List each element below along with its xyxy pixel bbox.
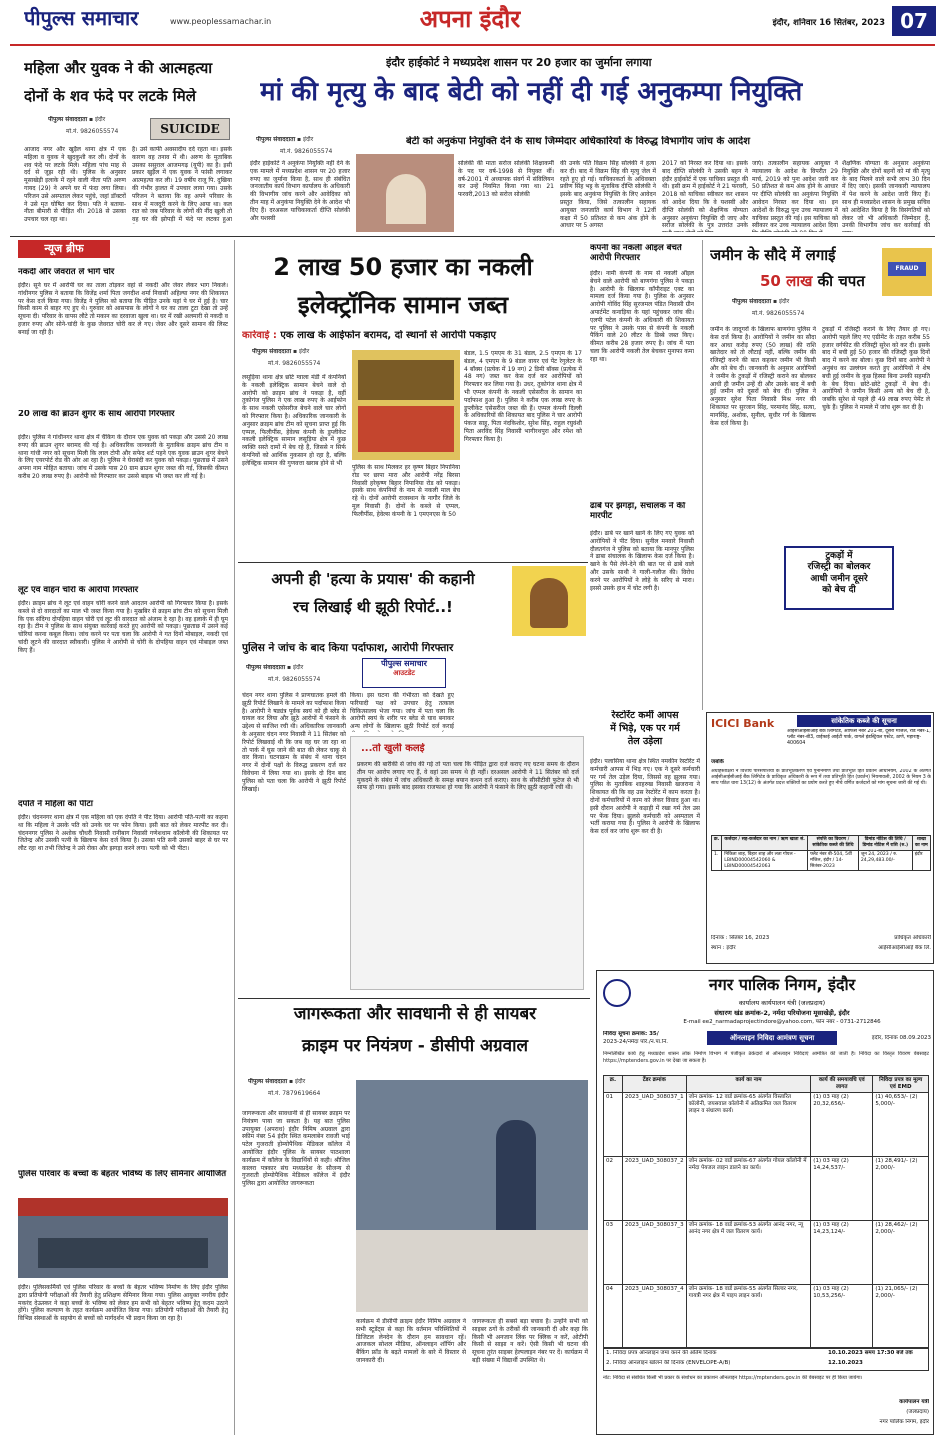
quote-line-2: रजिस्ट्री का बोलकर <box>807 562 871 573</box>
table-cell: फ्लैट नंबर बी-504, 5वीं मंजिल, इंदौर / 14-सितंबर-2023 <box>808 850 859 871</box>
land-mobile: मो.नं. 9826055574 <box>752 310 805 317</box>
nmc-deadlines <box>603 1347 929 1371</box>
outdate-brand <box>362 658 446 688</box>
icici-address: आईसीआईसीआई बैंक लिमिटेड, ऑफिस नंबर 201-बी, दूसरी मंजिल, रोड नंबर-1, प्लॉट नंबर-बी3, वाईफाई आईटी पार्क, वागले इंडस्ट्रियल एस्टेट, ठाणे, महाराष्ट्र- 400604 <box>787 729 931 746</box>
nmc-table-grid <box>603 1075 929 1349</box>
fake-report-illustration <box>512 566 586 636</box>
land-col-2: टुकड़ों में रजिस्ट्री कराने के लिए तैयार हो गए। आरोपी पहले लिए गए एग्रीमेंट के तहत करीब 55 हजार वर्गफीट की रजिस्ट्री सुरेश को कर दी। इसके बाद में बची हुई 50 हजार की रजिस्ट्री कुछ दिनों बाद में करने का बोला। कुछ दिनों बाद आरोपी ने अनुबंध का उल्लंघन करते हुए आरोपियों ने शेष बची हुई जमीन के कुछ हिस्सा बिना उनकी सहमति के बेच दिया। छोटे-छोटे टुकड़ों में बेच दी। आरोपियों ने जमीन किसी अन्य को बेच दी है, जबकि सुरेश से पहले ही 49 लाख रुपए पेमेंट ले चुके हैं। पुलिस ने मामले में जांच शुरू कर दी है। <box>822 326 930 411</box>
fake-goods-col-1: लसूड़िया थाना क्षेत्र छोटे ग्वाला मंडी में कंपनियों के नकली इलेक्ट्रिक सामान बेचने वाले दो आरोपी को क्राइम ब्रांच ने पकड़ा है, वहीं तुकोगंज पुलिस ने एक लाख रुपए के आईफोन के साथ नकली एसेसरीज बेचने वाले चार लोगों को गिरफ्तार किया है। अधिकारिक जानकारी के अनुसार क्राइम ब्रांच टीम को सूचना प्राप्त हुई कि एप्पल, फिलीपींस, हेवेल्स कंपनी के डुप्लीकेट नकली इलेक्ट्रिक सामान लसूड़िया क्षेत्र में कुछ व्यक्ति सस्ते दामों में बेच रहे हैं, जिससे न सिर्फ कंपनियों को आर्थिक नुकसान हो रहा है, बल्कि इलेक्ट्रिक सामान की गुणवत्ता खराब होने से भी <box>242 374 346 467</box>
nmc-tender-label: ऑनलाइन निविदा आमंत्रण सूचना <box>707 1031 837 1045</box>
brief-4-body: इंदौर। चंदननगर थाना क्षेत्र में एक महिला को एक दंपति ने पीट दिया। आरोपी पति-पत्नी का कहना था कि महिला ने उसके पति को उनके घर पर फोन किया। इसी बात को लेकर मारपीट कर दी। चंदननगर पुलिस ने अशोक चौधरी निवासी रानीबाग निवासी गणेशधाम कॉलोनी की शिकायत पर जितेन्द्र और उसकी पत्नी के खिलाफ केस दर्ज किया है। उसका पति सनी उसको बाहर से घर पर लौट रहा था तभी जितेन्द्र ने उसे रोका और झगड़ा करने लगा। पत्नी को भी पीटा। <box>18 814 228 853</box>
hc-subhead: बेटी को अनुकंपा नियुक्ति देने के साथ जिम्मेदार अधिकारियों के विरुद्ध विभागीय जांच के आदेश <box>406 136 751 147</box>
icici-sign-1: प्राधिकृत अधिकारी <box>894 935 931 941</box>
suicide-story <box>10 52 232 224</box>
box-body: प्रकरण की बारीकी से जांच की गई तो पता चला कि पीड़ित द्वारा दर्ज कराए गए घटना समय के दौरान तीन पर आरोप लगाए गए हैं, वे वहां उस समय थे ही नहीं। दरअसल आरोपी ने 11 सितंबर को दर्ज मुकदमे के संबंध में जांच अधिकारी के समक्ष बयान कथन दर्ज कराए। साथ के सीसीटीवी फुटेज से भी साफ हो गया। इसके बाद इसका राजफाश हो गया कि आरोपी ने फंसाने के लिए झूठी कहानी रची थी। <box>357 761 579 792</box>
nmc-intro: निम्नलिखित कार्य हेतु मध्यप्रदेश शासन लोक निर्माण विभाग में पंजीकृत ठेकेदारों से ऑनलाइन निविदाएं आमंत्रित की जाती हैं। निविदा का विस्तृत विवरण वेबसाइट https://mptenders.gov.in पर देखा जा सकता है। <box>603 1051 929 1064</box>
cyber-col-1: जागरूकता और सावधानी से ही सायबर क्राइम पर नियंत्रण पाया जा सकता है। यह बात पुलिस उपायुक्त (अपराध) इंदौर निमिष अग्रवाल द्वारा स्कीम नंबर 54 इंदौर स्थित कमलाबेन रावजी भाई पटेल गुजराती होम्योपैथिक मेडिकल कॉलेज में आयोजित इंदौर पुलिस के सायबर पाठशाला कार्यक्रम में कॉलेज के विद्यार्थियों से कही। श्रीजिल कालरा पत्रकार संघ मध्यप्रदेश के सौजन्य से गुजराती होम्योपैथिक मेडिकल कॉलेज में इंदौर पुलिस द्वारा आयोजित जागरूकता <box>242 1110 350 1188</box>
seized-goods-photo <box>352 350 460 460</box>
fake-goods-mobile: मो.नं. 9826055574 <box>268 360 321 367</box>
fake-goods-col-2: पुलिस के साथ मिलकर हर कृष्ण बिहार निपानिया रोड पर छापा मारा और आरोपी नरेंद्र बिरसा निवासी हरेकृष्ण बिहार निपानिया रोड को पकड़ा। इसके साथ कंपनियों के नाम से नकली माल बेच रहे थे। दोनों आरोपी राजस्थान के नागौर जिले के मूल निवासी हैं। दोनों के कब्जे से एप्पल, फिलीपींस, हेवेल्स कंपनी के 1 एमएनएस के 50 <box>352 464 460 518</box>
table-cell: 2023_UAD_308037_1 <box>622 1093 686 1157</box>
table-cell: जोन क्रमांक- 12 वार्ड क्रमांक-65 अंतर्गत विस्तारित कॉलोनी, जयसवाल कॉलोनी में अतिक्रमित जल वितरण लाइन व संधारण कार्य। <box>686 1093 811 1157</box>
hc-col-1: इंदौर हाईकोर्ट ने अनुकंपा नियुक्ति नहीं देने के एक मामले में मध्यप्रदेश शासन पर 20 हजार रुपए का जुर्माना किया है, साथ ही संबंधित जनजातीय कार्य विभाग कार्यालय के अधिकारी की विभागीय जांच करने और आवेदिका को तीन माह में अनुकंपा नियुक्ति देने के आदेश भी दिए हैं। दरअसल याचिकाकर्ता दीप्ति सोलंकी और यशस्वी <box>250 160 350 222</box>
land-byline: पीपुल्स संवाददाता ▪ इंदौर <box>732 298 790 305</box>
municipal-notice <box>596 970 934 1435</box>
icici-table-grid <box>711 835 931 871</box>
fake-report-byline: पीपुल्स संवाददाता ▪ इंदौर <box>246 664 304 671</box>
fake-report-headline-1: अपनी ही 'हत्या के प्रयास' की कहानी <box>271 570 475 588</box>
suicide-image: SUICIDE <box>150 118 230 140</box>
paper-logo: पीपुल्स समाचार <box>24 6 139 30</box>
land-headline-1: जमीन के सौदे में लगाई <box>710 246 836 264</box>
hc-kicker: इंदौर हाईकोर्ट ने मध्यप्रदेश शासन पर 20 हजार का जुर्माना लगाया <box>386 56 652 69</box>
fraud-illustration <box>882 248 932 296</box>
brief-4-title: दंपति ने महिला को पीटा <box>18 800 93 809</box>
icici-notice <box>706 712 934 964</box>
fake-oil-body: इंदौर। नामी कंपनी के नाम से नकली ऑइल बेचने वाले आरोपी को बाणगंगा पुलिस ने पकड़ा है। आरोपी के खिलाफ कॉपीराइट एक्ट का मामला दर्ज किया गया है। पुलिस के अनुसार आरोपी गोविंद सिंह सुरजमल पंडित निवासी ग्रीन अपार्टमेंट कनाड़िया के यहां पहुंचकर जांच की। एलपी पटेल कंपनी के अधिकारी की शिकायत पर पुलिस ने उसके पास से कंपनी के नकली पैकिंग वाले 20 लीटर के डिब्बे जब्त किए। कीमत करीब 28 हजार रुपए है। जांच में पता चला कि आरोपी नकली तेल बेचकर मुनाफा कमा रहा था। <box>590 270 694 363</box>
table-row <box>604 1285 929 1349</box>
table-cell: 1. <box>712 850 722 871</box>
land-col-1: जमीन के जादूगरों के खिलाफ बाणगंगा पुलिस ने केस दर्ज किया है। आरोपियों ने जमीन का सौदा कर आधा करोड़ रुपए (50 लाख) की राशि खातेदार को तो लौटाई नहीं, बल्कि जमीन की रजिस्ट्री करने की बात कहकर जमीन भी किसी और को बेच दी। जानकारी के अनुसार आरोपियों ने जमीन के टुकड़ों में रजिस्ट्री कराने का बोलकर आधी ही जमीन उन्हें दी और उसके बाद में बची हुई जमीन को दूसरों को बेच दी। पुलिस ने अनुसार सुरेश पिता निवासी मिश्र नगर की शिकायत पर सुरजान सिंह, परमानंद सिंह, सत्या, मानसिंह, अशोक, सुनील, सुधीर गर्ग के खिलाफ केस दर्ज किया है। <box>710 326 816 427</box>
nmc-sign-3: नगर पालिक निगम, इंदौर <box>879 1419 929 1425</box>
suicide-body-col-2: है। उसे काफी अवसादीय दर्द रहता था। इसके कारण वह तनाव में थी। अरुण के मुताबिक उसका ससुराल आजमगढ़ (यूपी) का है। इसी प्रकार खुड़ैल में एक युवक ने फांसी लगाकर आत्महत्या कर ली। 19 वर्षीय राजू पि. दुखिया की गंभीर हालत में उपचार लाया गया। उसके परिजन ने बताया कि वह अपने परिवार के साथ में मजदूरी करने के लिए आया था। कल रात को जब परिवार के लोगों की नींद खुली तो वह घर की झोपड़ी में फंदे पर लटका हुआ <box>132 146 232 224</box>
masthead <box>0 0 945 44</box>
suicide-body-col-1: आजाद नगर और खुड़ैल थाना क्षेत्र में एक महिला व युवक ने खुदकुशी कर ली। दोनों के शव फंदे पर लटके मिले। महिला पांच माह से दर्द से जूझ रही थी। पुलिस के अनुसार मूसाखेड़ी इलाके में रहने वाली नीता पति अरुण गायद (29) ने अपने घर में फंदा लगा लिया। परिजन उसे अस्पताल लेकर पहुंचे, जहां डॉक्टरों ने उसे मृत घोषित कर दिया। पति ने बताया-नीता बीमारी से पीड़ित थी। 2018 से उसका उपचार चल रहा था। <box>24 146 126 224</box>
brand-name: पीपुल्स समाचार <box>381 659 427 668</box>
cyber-headline-1: जागरूकता और सावधानी से ही सायबर <box>293 1004 537 1024</box>
table-cell: 2023_UAD_308037_4 <box>622 1285 686 1349</box>
brief-1-title: नकदी और जेवरात ले भागे चोर <box>18 268 115 277</box>
land-pull-quote <box>784 546 894 610</box>
table-row <box>604 1157 929 1221</box>
restaurant-story <box>590 710 702 994</box>
table-cell: (1) 03 माह (2) 14,23,124/- <box>811 1221 873 1285</box>
table-cell: इंदौर <box>912 850 930 871</box>
nmc-date: इंदौर, दिनांक 08.09.2023 <box>871 1035 931 1041</box>
deadline-2-label: 2. निविदा ऑनलाइन खोलने की दिनांक (ENVELOPE-A/B) <box>606 1360 731 1366</box>
fake-report-box <box>350 736 584 990</box>
table-cell: 2023_UAD_308037_2 <box>622 1157 686 1221</box>
restaurant-line-1: रेस्टोरेंट कर्मी आपस <box>611 710 679 721</box>
cyber-event-photo <box>356 1080 588 1312</box>
byline-city: इंदौर <box>293 664 304 671</box>
hc-building-photo <box>356 154 454 232</box>
brief-5-body: इंदौर। पुलिसकर्मियों एवं पुलिस परिवार के बच्चों के बेहतर भविष्य निर्माण के लिए इंदौर पुलिस द्वारा प्रतियोगी परीक्षाओं की तैयारी हेतु प्रशिक्षण सेमिनार किया गया। पुलिस आयुक्त नगरीय इंदौर मकरंद देऊस्कर ने कहा बच्चों के भविष्य को लेकर हम सभी को बेहतर भविष्य हेतु कदम उठाने होंगे। पुलिस कल्याण के तहत कार्यक्रम आयोजित किया गया। प्रतियोगी परीक्षाओं की तैयारी हेतु विभिन्न संस्थाओं के सहयोग से बच्चों को मार्गदर्शन भी प्रदान किया जा रहा है। <box>18 1284 228 1323</box>
fake-goods-headline-1: 2 लाख 50 हजार का नकली <box>273 253 533 281</box>
hc-mobile: मो.नं. 9826055574 <box>280 148 333 155</box>
table-cell: (1) 03 माह (2) 10,53,256/- <box>811 1285 873 1349</box>
land-headline-2-line <box>760 272 880 291</box>
icici-date: दिनांक : सितंबर 16, 2023 <box>711 935 770 941</box>
header-cell: निविदा प्रपत्र का मूल्य एवं EMD <box>873 1076 929 1093</box>
fake-report-story <box>238 564 588 994</box>
brief-3-title: लूट एवं वाहन चोरों के आरोपी गिरफ्तार <box>18 586 139 595</box>
box-title: ...तो खुली कलई <box>361 743 425 754</box>
deadline-1-value: 10.10.2023 समय 17:30 बजे तक <box>828 1350 913 1356</box>
header-cell: कर्जदार / सह-कर्जदार का नाम / ऋण खाता सं. <box>722 836 808 851</box>
icici-table <box>711 835 931 905</box>
restaurant-body: इंदौर। पलासिया थाना क्षेत्र स्थित नमकीन रेस्टोरेंट में कर्मचारी आपस में भिड़ गए। एक ने दूसरे कर्मचारी पर गर्म तेल उड़ेल दिया, जिससे वह झुलस गया। पुलिस के मुताबिक शाहरुख निवासी खजराना ने शिकायत की कि वह उस रेस्टोरेंट में काम करता है। दोनों कर्मचारियों में काम को लेकर विवाद हुआ था। इसी दौरान आरोपी ने कड़ाही में रखा गर्म तेल उस पर फेंक दिया। झुलसे कर्मचारी को अस्पताल में भर्ती कराया गया है। पुलिस ने आरोपी के खिलाफ केस दर्ज कर जांच शुरू कर दी है। <box>590 758 700 836</box>
byline-reporter: पीपुल्स संवाददाता <box>246 664 286 671</box>
nmc-notice-no: निविदा सूचना क्रमांक: 35/ <box>603 1031 659 1037</box>
page-number: 07 <box>892 6 936 36</box>
icici-sign-2: आईसीआईसीआई बैंक लि. <box>877 945 931 951</box>
byline-reporter: पीपुल्स संवाददाता <box>252 348 292 355</box>
table-row <box>712 850 931 871</box>
suicide-byline: पीपुल्स संवाददाता ▪ इंदौर <box>48 116 106 123</box>
table-cell: 04 <box>604 1285 623 1349</box>
deadline-1-label: 1. निविदा प्रपत्र ऑनलाइन जमा करने की अंतिम दिनांक <box>606 1350 717 1356</box>
table-cell: 01 <box>604 1093 623 1157</box>
table-cell: (1) 40,653/- (2) 5,000/- <box>873 1093 929 1157</box>
header-cell: टेंडर क्रमांक <box>622 1076 686 1093</box>
header-cell: क्र. <box>712 836 722 851</box>
suicide-mobile: मो.नं. 9826055574 <box>66 128 119 135</box>
dhaba-body: इंदौर। ढाबे पर खाने खाने के लिए गए युवक को आरोपियों ने पीट दिया। सुनील मनवारे निवासी दौलतगंज ने पुलिस को बताया कि मानपुर पुलिस ने ढाबा संचालक के खिलाफ केस दर्ज किया है। खाने के पैसे लेने-देने की बात पर से ढाबे वाले और उसके साथी ने गाली-गलौज की। विरोध करने पर आरोपियों ने लोहे के सरिए से मारा। इससे उसके हाथ में चोट लगी है। <box>590 530 694 592</box>
cyber-mobile: मो.नं. 7879619664 <box>268 1090 321 1097</box>
table-cell: जोन क्रमांक- 18 वार्ड क्रमांक-53 अंतर्गत आनंद नगर, न्यू आनंद नगर क्षेत्र में जल वितरण कार्य। <box>686 1221 811 1285</box>
fake-report-col-2: किया। इस घटना की गंभीरता को देखते हुए फरियादी पक्ष को उपचार हेतु तत्काल चिकित्सालय भेजा गया। जांच में पता चला कि आरोपी स्वयं के शरीर पर ब्लेड से घाव बनाकर अन्य लोगों के खिलाफ झूठी रिपोर्ट दर्ज कराई <box>350 692 454 731</box>
table-cell: जोन क्रमांक- 02 वार्ड क्रमांक-67 अंतर्गत गोयल कॉलोनी में नर्मदा पेयजल लाइन डालने का कार्य। <box>686 1157 811 1221</box>
hc-col-5: जाएं। तत्कालीन सहायक आयुक्त ने न्यायालय के आदेश के विपरीत 29 मार्च, 2019 को पुनः आदेश जारी कर 50 प्रतिशत से कम अंक होने के आधार पर दीप्ति सोलंकी का अनुकंपा नियुक्ति आवेदन निरस्त कर दिया था। इन आदेशों के विरुद्ध पुनः उच्च न्यायालय में याचिका प्रस्तुत की गई। इस याचिका को स्वीकार कर उच्च न्यायालय आदेश दिया <box>752 160 838 230</box>
fake-report-col-1: चंदन नगर थाना पुलिस ने प्राणघातक हमले की झूठी रिपोर्ट लिखाने के मामले का पर्दाफाश किया है। आरोपी ने षड्यंत्र पूर्वक स्वयं को ही ब्लेड से घायल कर लिया और झूठे आरोपों में फंसाने के उद्देश्य से साजिश रची थी। अधिकारिक जानकारी के अनुसार चंदन नगर निवासी ने 11 सितंबर को रिपोर्ट लिखवाई थी कि जब वह घर जा रहा था तो पार्क में घुस जाने की बात की लेकर चाकू से वार किया। घटनाक्रम के संबंध में थाना चंदन नगर में दोनों पक्षों के विरुद्ध प्रकरण दर्ज कर विवेचना में लिया गया था। इसके दो दिन बाद पुलिस को पता चला कि आरोपी ने झूठी रिपोर्ट लिखाई। <box>242 692 346 793</box>
nmc-address: संधारण खंड क्रमांक-2, नर्मदा परियोजना मूसाखेड़ी, इंदौर <box>714 1009 850 1017</box>
icici-body: अधोहस्ताक्षरी ने वित्तीय परिसंपत्तियों के प्रतिभूतिकरण एवं पुनर्निर्माण तथा प्रतिभूति हित प्रवर्तन अधिनियम, 2002 के अंतर्गत आईसीआईसीआई बैंक लिमिटेड के प्राधिकृत अधिकारी के रूप में तथा प्रतिभूति हित (प्रवर्तन) नियमावली, 2002 के नियम 3 के साथ पठित धारा 13(12) के अंतर्गत प्रदत्त शक्तियों का प्रयोग करते हुए नीचे वर्णित कर्जदारों को मांग सूचना जारी की गई थी। <box>711 769 931 787</box>
icici-section: जबकि <box>711 759 724 765</box>
nmc-sign-2: (जलप्रदाय) <box>906 1409 929 1415</box>
byline-city: इंदौर <box>299 348 310 355</box>
header-cell: कार्य का नाम <box>686 1076 811 1093</box>
table-cell: 03 <box>604 1221 623 1285</box>
table-cell: 02 <box>604 1157 623 1221</box>
fake-oil-story <box>590 240 698 700</box>
brand-tag: आउटडेट <box>393 669 415 678</box>
fraud-stamp: FRAUD <box>888 262 926 276</box>
fake-goods-kicker <box>242 330 582 343</box>
restaurant-line-2: में भिड़े, एक पर गर्म <box>610 722 680 734</box>
byline-city: इंदौर <box>303 136 314 143</box>
table-cell: (1) 28,462/- (2) 2,000/- <box>873 1221 929 1285</box>
brief-5-title: पुलिस परिवार के बच्चों के बेहतर भविष्य के लिए सेमिनार आयोजित <box>18 1170 227 1179</box>
byline-city: इंदौर <box>95 116 106 123</box>
land-amount: 50 लाख <box>760 272 813 290</box>
byline-reporter: पीपुल्स संवाददाता <box>256 136 296 143</box>
quote-line-1: टुकड़ों में <box>825 551 853 561</box>
deadline-2-value: 12.10.2023 <box>828 1360 863 1366</box>
land-fraud-story <box>706 240 934 710</box>
fake-report-headline-2: रच लिखाई थी झूठी रिपोर्ट..! <box>293 598 453 616</box>
header-cell: डिमांड नोटिस की तिथि / डिमांड नोटिस में राशि (रु.) <box>858 836 912 851</box>
kicker-red: कार्रवाई : <box>242 330 277 341</box>
suicide-headline-1: महिला और युवक ने की आत्महत्या <box>24 60 213 77</box>
nmc-emblem <box>603 979 631 1007</box>
fake-oil-headline: कंपनी का नकली ऑइल बेचते आरोपी गिरफ्तार <box>590 244 682 263</box>
nmc-title: नगर पालिक निगम, इंदौर <box>708 975 856 994</box>
restaurant-line-3: तेल उड़ेला <box>627 735 663 747</box>
table-cell: निकिता शाह, विहार शाह और लता गोयल - LBIND00004542060 & LBIND00004542063 <box>722 850 808 871</box>
hc-story <box>236 52 934 232</box>
nmc-sign-1: कार्यपालन यंत्री <box>899 1399 929 1405</box>
brief-3-body: इंदौर। क्राइम ब्रांच ने लूट एवं वाहन चोरी करने वाले आदतन आरोपी को गिरफ्तार किया है। इसके कब्जे से दो वारदातों का माल भी जब्त किया गया है। मुखबिर से क्राइम ब्रांच टीम को सूचना मिली कि एक संदिग्ध दोपहिया वाहन चोरी एवं लूट की वारदात को अंजाम दे रहा है। वह इलाके में ही घूम रहा है। टीम ने पुलिस के साथ संयुक्त कार्रवाई करते हुए आरोपी को पकड़ा। पूछताछ में उसने कई चोरियां करना कबूल किया। जांच करने पर पता चला कि आरोपी ने गत दिनों मोबाइल, नकदी एवं चांदी लूटने की वारदात स्वीकारी। पुलिस ने आरोपी से चोरी के दोपहिया वाहन एवं मोबाइल जब्त किए हैं। <box>18 600 228 654</box>
byline-city: इंदौर <box>779 298 790 305</box>
byline-reporter: पीपुल्स संवाददाता <box>248 1078 288 1085</box>
table-cell: (1) 03 माह (2) 14,24,537/- <box>811 1157 873 1221</box>
brief-2-body: इंदौर। पुलिस ने गांधीनगर थाना क्षेत्र में चैकिंग के दौरान एक युवक को पकड़ा और उससे 20 लाख रुपए की ब्राउन शुगर बरामद की गई है। अधिकारिक जानकारी के मुताबिक क्राइम ब्रांच टीम व थाना गांधी नगर को सूचना मिली कि लाल टोपी और सफेद शर्ट पहने एक युवक ब्राउन शुगर बेचने के लिए एयरपोर्ट रोड की ओर आ रहा है। पुलिस ने घेराबंदी कर युवक को पकड़ा। पूछताछ में उसने अपना नाम मोहित बताया। जांच में उसके पास 20 ग्राम ब्राउन शुगर जब्त की गई, जिसकी कीमत करीब 20 लाख रुपए है। आरोपी को गिरफ्तार कर उससे बाइक भी जब्त कर ली गई है। <box>18 434 228 480</box>
cyber-byline: पीपुल्स संवाददाता ▪ इंदौर <box>248 1078 306 1085</box>
section-title: अपना इंदौर <box>419 5 521 33</box>
nmc-note: नोट: निविदा से संबंधित किसी भी प्रकार के संशोधन का प्रकाशन ऑनलाइन https://mptenders.gov.in की वेबसाइट पर ही किया जायेगा। <box>603 1375 863 1381</box>
table-cell: (1) 21,065/- (2) 2,000/- <box>873 1285 929 1349</box>
hc-col-2: सोलंकी की माता सरोज सोलंकी शिक्षाकर्मी के पद पर वर्ष-1998 से नियुक्त थीं। वर्ष-2001 में अध्यापक संवर्ग में संविलियन कर उन्हें नियमित किया गया था। 21 फरवरी,2013 को सरोज सोलंकी <box>458 160 554 199</box>
hc-col-3: की उनके पति विक्रम सिंह सोलंकी ने हत्या कर दी। बाद में विक्रम सिंह की मृत्यु जेल में रहते हुए हो गई। याचिकाकर्ता के अधिवक्ता प्रवीण सिंह भट्ट के मुताबिक दीप्ति सोलंकी ने इसके बाद अनुकंपा नियुक्ति के लिए आवेदन प्रस्तुत किया, जिसे तत्कालीन सहायक आयुक्त जनजाति कार्य विभाग ने 12वीं कक्षा में 50 प्रतिशत से कम अंक होने के आधार पर 5 अगस्त <box>560 160 656 230</box>
quote-line-4: को बेच दी <box>822 584 856 595</box>
fake-goods-col-3: बंडल, 1.5 एमएम के 31 बंडल, 2.5 एमएम के 17 बंडल, 4 एमएम के 9 बंडल वायर एवं पेंट रेगुलेटर के 4 बॉक्स (प्रत्येक में 19 नग) 2 डिमी बॉक्स (प्रत्येक में 48 नग) जब्त कर केस दर्ज कर आरोपियों को गिरफ्तार कर लिया गया है। उधर, तुकोगंज थाना क्षेत्र में भी एप्पल कंपनी के नकली एसेसरीज के सामान का पर्दाफाश हुआ है। पुलिस ने करीब एक लाख रुपए के डुप्लीकेट एसेसरीज जब्त की हैं। एप्पल कंपनी दिल्ली के अधिकारियों की शिकायत बाद पुलिस ने चार आरोपी पंकज साहू, पिता नंदकिशोर, सुरेश सिंह, राहुल रघुवंशी पिता अरविंद सिंह निवासी भागीरथपुरा और रमेश को गिरफ्तार किया है। <box>464 350 582 443</box>
byline-reporter: पीपुल्स संवाददाता <box>732 298 772 305</box>
cyber-story <box>238 1000 592 1435</box>
table-cell: जून 24, 2023 / रु. 24,29,483.00/- <box>858 850 912 871</box>
dateline: इंदौर, शनिवार 16 सितंबर, 2023 <box>772 18 885 28</box>
fake-goods-headline-2: इलेक्ट्रॉनिक सामान जब्त <box>297 291 509 319</box>
nmc-tender-table <box>603 1075 929 1377</box>
cyber-headline-2: क्राइम पर नियंत्रण - डीसीपी अग्रवाल <box>301 1036 528 1056</box>
table-header-row <box>712 836 931 851</box>
header-cell: क्र. <box>604 1076 623 1093</box>
nmc-notice-ref: 2023-24/नर्मदा परि./न.पा.नि. <box>603 1039 668 1045</box>
cyber-col-3: जागरूकता ही सबसे बड़ा बचाव है। उन्होंने सभी को साइबर ठगों के तरीकों की जानकारी दी और कहा कि किसी भी अनजान लिंक पर क्लिक न करें, ओटीपी किसी से साझा न करें। ऐसी किसी भी घटना की सूचना तुरंत साइबर हेल्पलाइन नंबर पर दें। कार्यक्रम में बड़ी संख्या में विद्यार्थी उपस्थित थे। <box>472 1318 588 1364</box>
restaurant-headline <box>590 710 700 748</box>
table-row <box>604 1093 929 1157</box>
brief-2-title: 20 लाख की ब्राउन शुगर के साथ आरोपी गिरफ्तार <box>18 410 175 419</box>
seminar-photo <box>18 1198 228 1278</box>
table-header-row <box>604 1076 929 1093</box>
fake-report-mobile: मो.नं. 9826055574 <box>268 676 321 683</box>
icici-place: स्थान : इंदौर <box>711 945 736 951</box>
land-headline-3: की चपत <box>817 272 865 290</box>
quote-line-3: आधी जमीन दूसरे <box>810 573 868 584</box>
header-cell: कार्य की समयावधि एवं लागत <box>811 1076 873 1093</box>
table-row <box>604 1221 929 1285</box>
hc-byline: पीपुल्स संवाददाता ▪ इंदौर <box>256 136 314 143</box>
icici-title: सांकेतिक कब्जे की सूचना <box>797 715 931 727</box>
kicker-text: एक लाख के आईफोन बरामद, दो स्थानों से आरोपी पकड़ाए <box>280 330 497 341</box>
hc-col-4: 2017 को निरस्त कर दिया था। इसके बाद दीप्ति सोलंकी ने उसकी बहन ने इंदौर हाईकोर्ट में एक याचिका प्रस्तुत की थी। इसी क्रम में हाईकोर्ट ने 21 फरवरी, 2018 को याचिका स्वीकार कर शासन को आदेश दिया कि वे यशस्वी और दीप्ति सोलंकी को शैक्षणिक योग्यता अनुसार अनुकंपा नियुक्ति दी जाए और सरोज सोलंकी के पुत्र उत्तरांत उनके <box>662 160 748 230</box>
fake-report-kicker: पुलिस ने जांच के बाद किया पर्दाफाश, आरोपी गिरफ्तार <box>242 642 454 654</box>
nmc-email: E-mail ee2_narmadaprojectindore@yahoo.com, फोन नंबर - 0731-2712846 <box>683 1019 881 1025</box>
nmc-subtitle: कार्यालय कार्यपालन यंत्री (जलप्रदाय) <box>738 999 826 1007</box>
table-cell: 2023_UAD_308037_3 <box>622 1221 686 1285</box>
brief-1-body: इंदौर। सूने घर में आरोपी घर का ताला तोड़कर वहां से नकदी और जेवर लेकर भाग निकले। गांधीनगर पुलिस ने बताया कि विजेंद्र शर्मा पिता जगदीश शर्मा निवासी अहिल्या नगर की शिकायत पर केस दर्ज किया गया। विजेंद्र ने पुलिस को बताया कि पीड़ित उनके यहां पे घर में हुई है। चार किसी काम से बाहर गए हुए थे। गुरुवार को आसपास के लोगों ने घर का ताला टूटा देखा तो उन्हें सूचना दी। परिवार के वापस लौटे तो मकान का दरवाजा खुला था। घर में रखी अलमारी से नकदी व हजार रुपए और सोने-चांदी के कुछ जेवरात चोरी कर ले गए। जेवर और दूसरे सामान की लिस्ट बनाई जा रही है। <box>18 282 228 336</box>
icici-logo: ICICI Bank <box>711 717 775 730</box>
fake-goods-byline: पीपुल्स संवाददाता ▪ इंदौर <box>252 348 310 355</box>
dhaba-headline: ढाबे पर झगड़ा, संचालक ने की मारपीट <box>590 502 686 521</box>
byline-city: इंदौर <box>295 1078 306 1085</box>
news-brief-label: न्यूज ब्रीफ <box>18 240 110 258</box>
suicide-headline-2: दोनों के शव फंदे पर लटके मिले <box>24 88 196 105</box>
header-cell: शाखा का नाम <box>912 836 930 851</box>
table-cell: (1) 03 माह (2) 20,32,656/- <box>811 1093 873 1157</box>
table-cell: (1) 28,491/- (2) 2,000/- <box>873 1157 929 1221</box>
table-cell: जोन क्रमांक- 18 वार्ड क्रमांक-55 अंतर्गत सिल्वर नगर, गायत्री नगर क्षेत्र में पाइप लाइन कार्य। <box>686 1285 811 1349</box>
website: www.peoplessamachar.in <box>170 17 272 26</box>
header-cell: संपत्ति का विवरण / सांकेतिक कब्जे की तिथि <box>808 836 859 851</box>
hc-col-6: शैक्षणिक योग्यता के अनुसार अनुकंपा नियुक्ति और दोनों बहनों को मां की मृत्यु के बाद मिलने वाले सभी लाभ 30 दिन में दिए जाएं। इसकी जानकारी न्यायालय में पेश करने के आदेश जारी किए हैं। साथ ही मध्यप्रदेश शासन के प्रमुख सचिव को आदेशित किया है कि विसंगतियों को लेकर जो भी अधिकारी जिम्मेदार हैं, उनकी विभागीय जांच कर कार्रवाई की <box>842 160 930 230</box>
byline-reporter: पीपुल्स संवाददाता <box>48 116 88 123</box>
hc-headline: मां की मृत्यु के बाद बेटी को नहीं दी गई अनुकम्पा नियुक्ति <box>260 77 803 107</box>
news-brief <box>10 240 232 1435</box>
cyber-col-2: कार्यक्रम में डीसीपी क्राइम इंदौर निमिष अग्रवाल ने सभी स्टूडेंट्स से कहा कि वर्तमान परिस्थितियों में डिजिटल लेनदेन के दौरान हम सावधान रहें। आजकल सोशल मीडिया, ऑनलाइन शॉपिंग और बैंकिंग फ्रॉड के बढ़ते मामलों के बारे में विस्तार से जानकारी दी। <box>356 1318 466 1364</box>
